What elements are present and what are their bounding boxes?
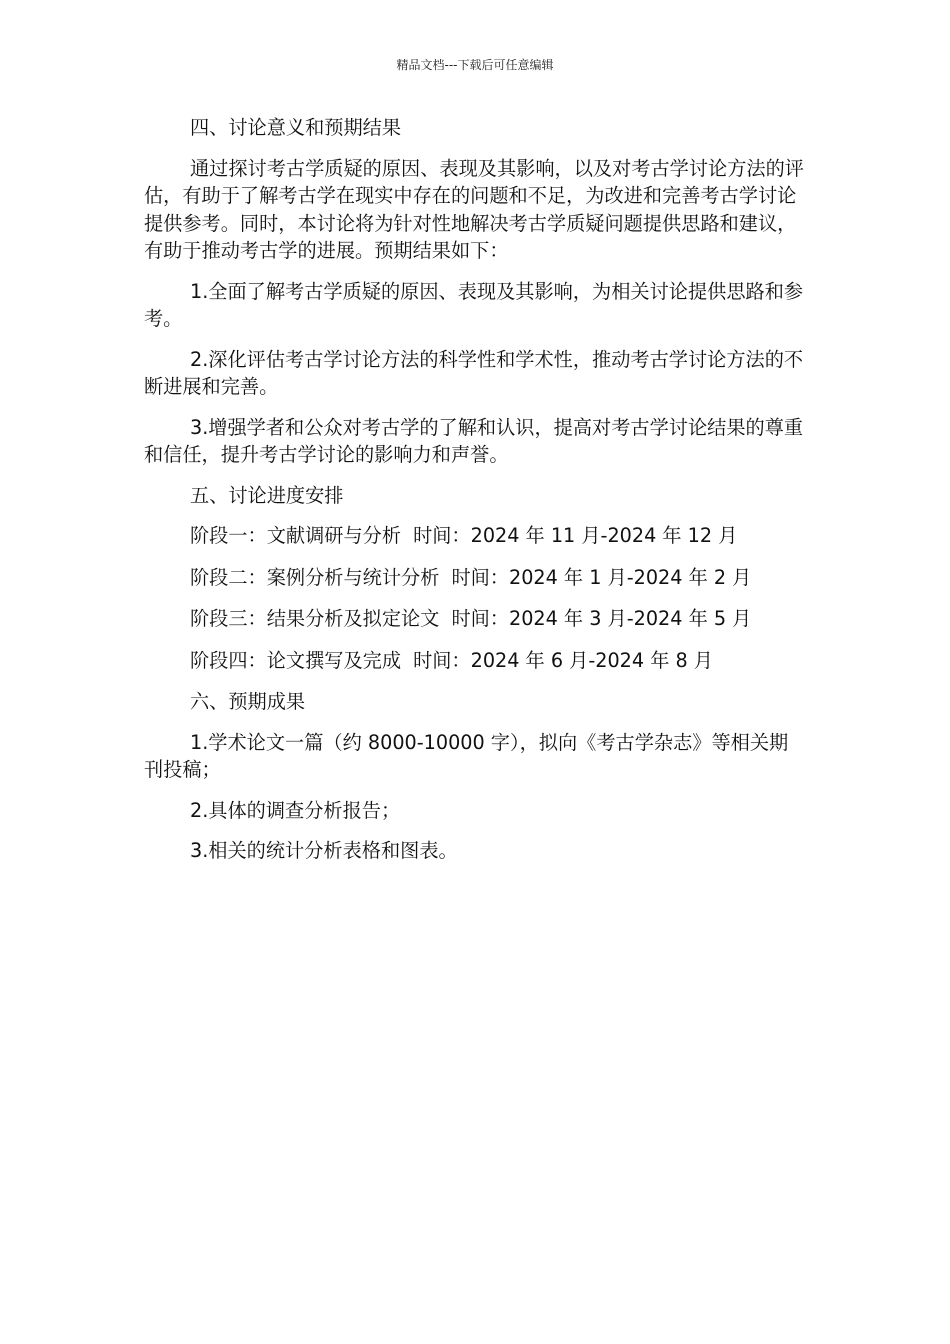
section-4-title: 四、讨论意义和预期结果 [190, 116, 402, 139]
stage-1-time: 时间：2024 年 11 月-2024 年 12 月 [413, 524, 738, 547]
page-header: 精品文档---下载后可任意编辑 [396, 58, 554, 72]
section-6-item-2: 2.具体的调查分析报告； [190, 798, 401, 822]
stage-2 [144, 564, 804, 592]
section-6-title: 六、预期成果 [190, 690, 306, 713]
section-4-item-3: 3.增强学者和公众对考古学的了解和认识，提高对考古学讨论结果的尊重和信任，提升考古学讨论的影响力和声誉。 [144, 415, 804, 466]
stage-4-time: 时间：2024 年 6 月-2024 年 8 月 [413, 648, 713, 672]
section-6-item-1: 1.学术论文一篇（约 8000-10000 字），拟向《考古学杂志》等相关期刊投稿； [144, 730, 789, 781]
document-body [144, 114, 804, 878]
stage-1 [144, 522, 804, 550]
stage-3 [144, 605, 804, 633]
stage-4-task: 阶段四：论文撰写及完成 [190, 648, 402, 672]
section-4-item-1: 1.全面了解考古学质疑的原因、表现及其影响，为相关讨论提供思路和参考。 [144, 279, 804, 330]
section-6-item-3: 3.相关的统计分析表格和图表。 [190, 839, 458, 862]
stage-3-time: 时间：2024 年 3 月-2024 年 5 月 [451, 607, 752, 630]
stage-4 [144, 647, 804, 675]
stage-1-task: 阶段一：文献调研与分析 [190, 524, 402, 547]
stage-3-task: 阶段三：结果分析及拟定论文 [190, 607, 440, 630]
section-4-item-2: 2.深化评估考古学讨论方法的科学性和学术性，推动考古学讨论方法的不断进展和完善。 [144, 347, 804, 398]
section-5-title: 五、讨论进度安排 [190, 483, 344, 507]
section-4-intro: 通过探讨考古学质疑的原因、表现及其影响，以及对考古学讨论方法的评估，有助于了解考古学在现实中存在的问题和不足，为改进和完善考古学讨论提供参考。同时，本讨论将为针对性地解决考古学质疑问题提供思路和建议，有助于推动考古学的进展。预期结果如下： [144, 156, 804, 262]
stage-2-task: 阶段二：案例分析与统计分析 [190, 565, 440, 589]
stage-2-time: 时间：2024 年 1 月-2024 年 2 月 [451, 565, 752, 589]
